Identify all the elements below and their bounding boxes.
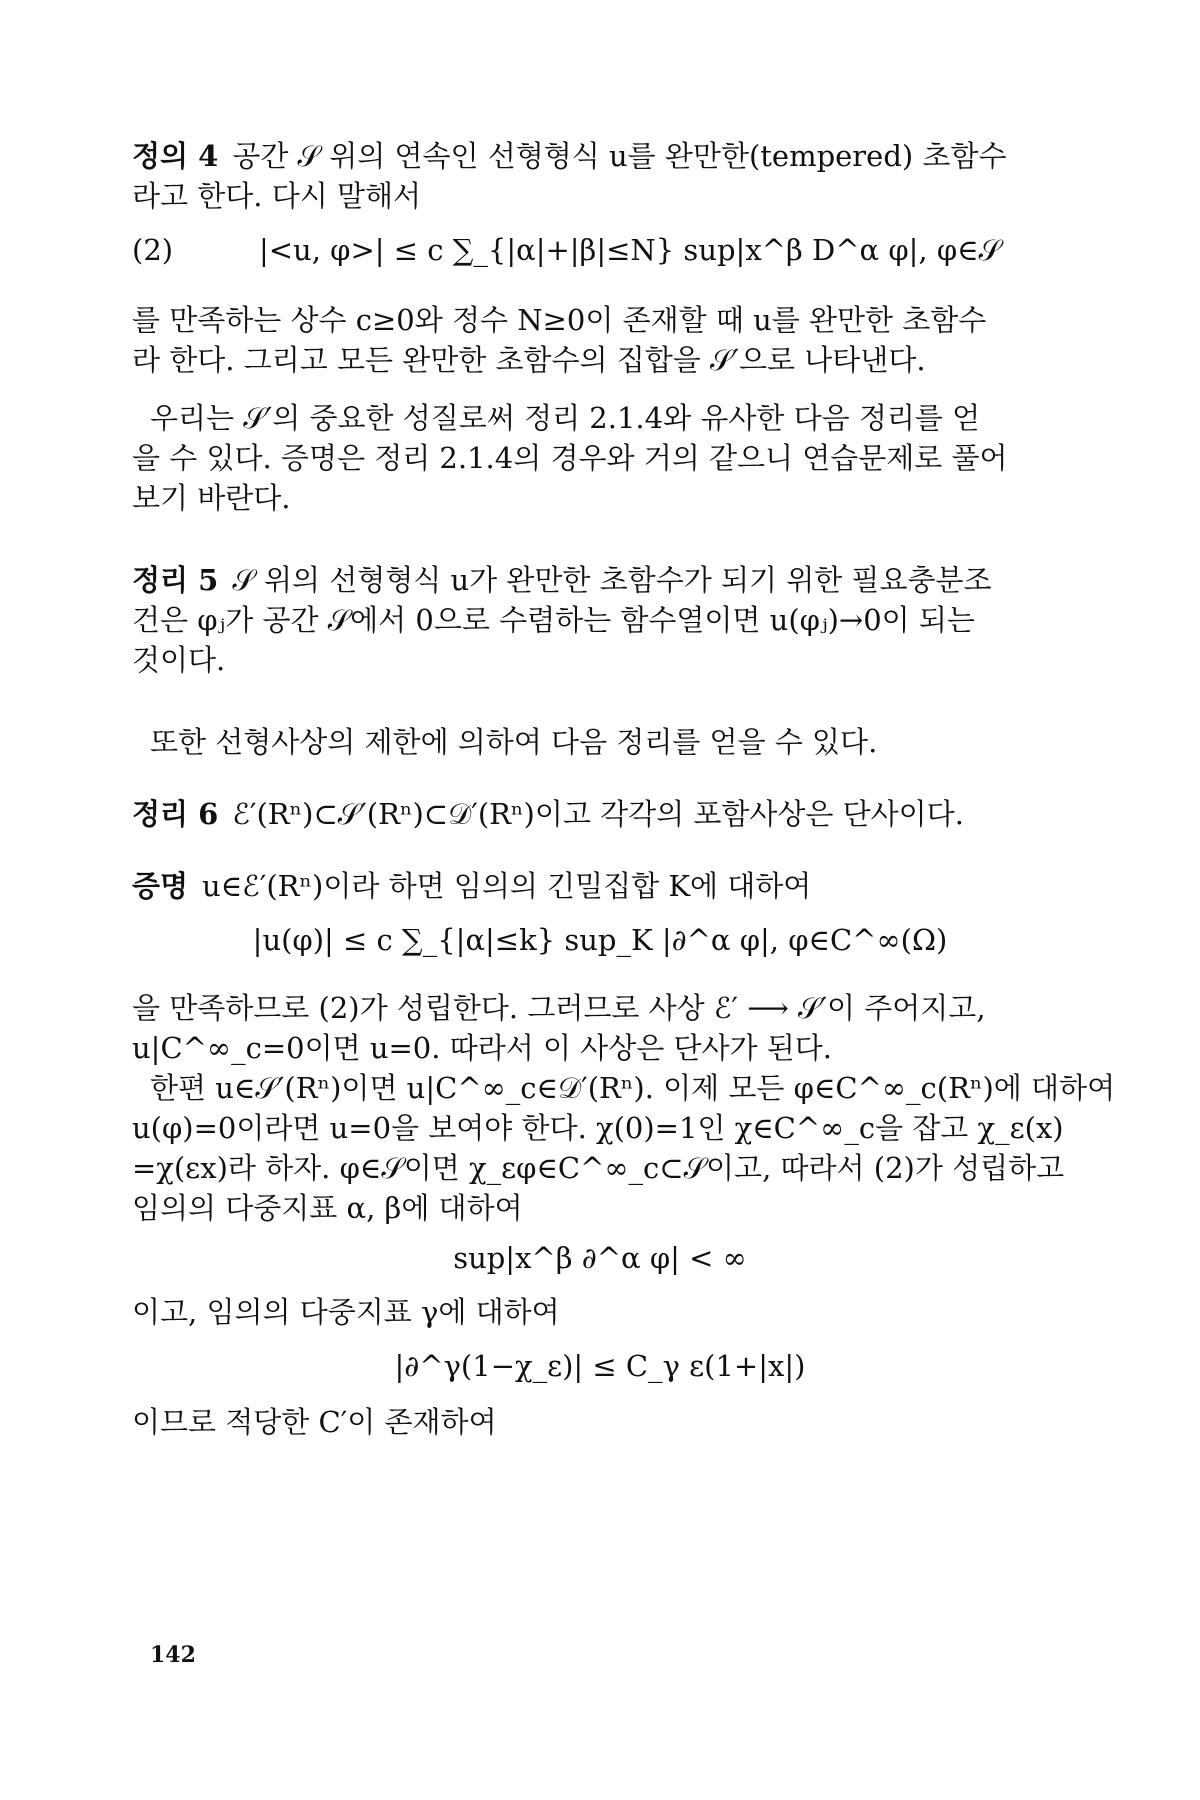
proof-equation-3: |∂^γ(1−χ_ε)| ≤ C_γ ε(1+|x|) <box>394 1349 806 1383</box>
proof-text: 을 만족하므로 (2)가 성립한다. 그러므로 사상 ℰ′ ⟶ 𝒮′이 주어지고, <box>132 991 986 1025</box>
paragraph-text: 또한 선형사상의 제한에 의하여 다음 정리를 얻을 수 있다. <box>150 725 878 759</box>
proof-text: 이고, 임의의 다중지표 γ에 대하여 <box>132 1295 560 1329</box>
proof-text: u(φ)=0이라면 u=0을 보여야 한다. χ(0)=1인 χ∈C^∞_c을 잡고 χ_ε(x) <box>132 1111 1064 1145</box>
definition-text: 공간 𝒮 위의 연속인 선형형식 u를 완만한(tempered) 초함수 <box>232 139 1007 173</box>
proof-line <box>132 1402 1082 1442</box>
proof-text: u∈ℰ′(Rⁿ)이라 하면 임의의 긴밀집합 K에 대하여 <box>202 869 812 903</box>
paragraph-line <box>150 398 1100 438</box>
proof-line <box>132 1028 1082 1068</box>
theorem-5-line-2 <box>132 600 1082 640</box>
proof-text: 이므로 적당한 C′이 존재하여 <box>132 1405 497 1439</box>
equation-number: (2) <box>132 233 174 267</box>
definition-4-line-1 <box>132 136 1082 176</box>
paragraph-line <box>132 478 1082 518</box>
paragraph-line <box>150 722 1100 762</box>
page-number: 142 <box>150 1642 196 1668</box>
paragraph-text: 을 수 있다. 증명은 정리 2.1.4의 경우와 거의 같으니 연습문제로 풀어 <box>132 441 1008 475</box>
theorem-label: 정리 6 <box>132 797 219 831</box>
paragraph-text: 보기 바란다. <box>132 481 291 515</box>
theorem-6 <box>132 794 1082 834</box>
theorem-text: 𝒮 위의 선형형식 u가 완만한 초함수가 되기 위한 필요충분조 <box>232 563 992 597</box>
proof-line <box>132 988 1082 1028</box>
definition-4-line-3 <box>132 300 1082 340</box>
paragraph-line <box>132 438 1082 478</box>
proof-line-1 <box>132 866 1082 906</box>
theorem-text: 건은 φⱼ가 공간 𝒮에서 0으로 수렴하는 함수열이면 u(φⱼ)→0이 되는 <box>132 603 975 637</box>
proof-equation-2: sup|x^β ∂^α φ| < ∞ <box>453 1241 747 1275</box>
theorem-5-line-1 <box>132 560 1082 600</box>
proof-text: u|C^∞_c=0이면 u=0. 따라서 이 사상은 단사가 된다. <box>132 1031 832 1065</box>
proof-equation-1: |u(φ)| ≤ c ∑_{|α|≤k} sup_K |∂^α φ|, φ∈C^∞(Ω) <box>252 923 948 957</box>
proof-text: =χ(εx)라 하자. φ∈𝒮이면 χ_εφ∈C^∞_c⊂𝒮이고, 따라서 (2)가 성립하고 <box>132 1151 1065 1185</box>
theorem-label: 정리 5 <box>132 563 219 597</box>
theorem-5-line-3 <box>132 640 1082 680</box>
proof-line <box>132 1188 1082 1228</box>
proof-line <box>132 1292 1082 1332</box>
proof-line <box>132 1148 1082 1188</box>
definition-4-line-4 <box>132 340 1082 380</box>
proof-label: 증명 <box>132 869 189 903</box>
definition-label: 정의 4 <box>132 139 219 173</box>
definition-text: 라고 한다. 다시 말해서 <box>132 179 421 213</box>
proof-text: 한편 u∈𝒮′(Rⁿ)이면 u|C^∞_c∈𝒟′(Rⁿ). 이제 모든 φ∈C^∞_c(Rⁿ)에 대하여 <box>150 1071 1116 1105</box>
theorem-text: 것이다. <box>132 643 226 677</box>
equation-2: |<u, φ>| ≤ c ∑_{|α|+|β|≤N} sup|x^β D^α φ|, φ∈𝒮 <box>258 233 1002 267</box>
proof-text: 임의의 다중지표 α, β에 대하여 <box>132 1191 523 1225</box>
theorem-text: ℰ′(Rⁿ)⊂𝒮′(Rⁿ)⊂𝒟′(Rⁿ)이고 각각의 포함사상은 단사이다. <box>232 797 964 831</box>
definition-4-line-2 <box>132 176 1082 216</box>
proof-line <box>150 1068 1116 1108</box>
definition-text: 를 만족하는 상수 c≥0와 정수 N≥0이 존재할 때 u를 완만한 초함수 <box>132 303 987 337</box>
proof-line <box>132 1108 1082 1148</box>
definition-text: 라 한다. 그리고 모든 완만한 초함수의 집합을 𝒮′으로 나타낸다. <box>132 343 926 377</box>
paragraph-text: 우리는 𝒮′의 중요한 성질로써 정리 2.1.4와 유사한 다음 정리를 얻 <box>150 401 981 435</box>
